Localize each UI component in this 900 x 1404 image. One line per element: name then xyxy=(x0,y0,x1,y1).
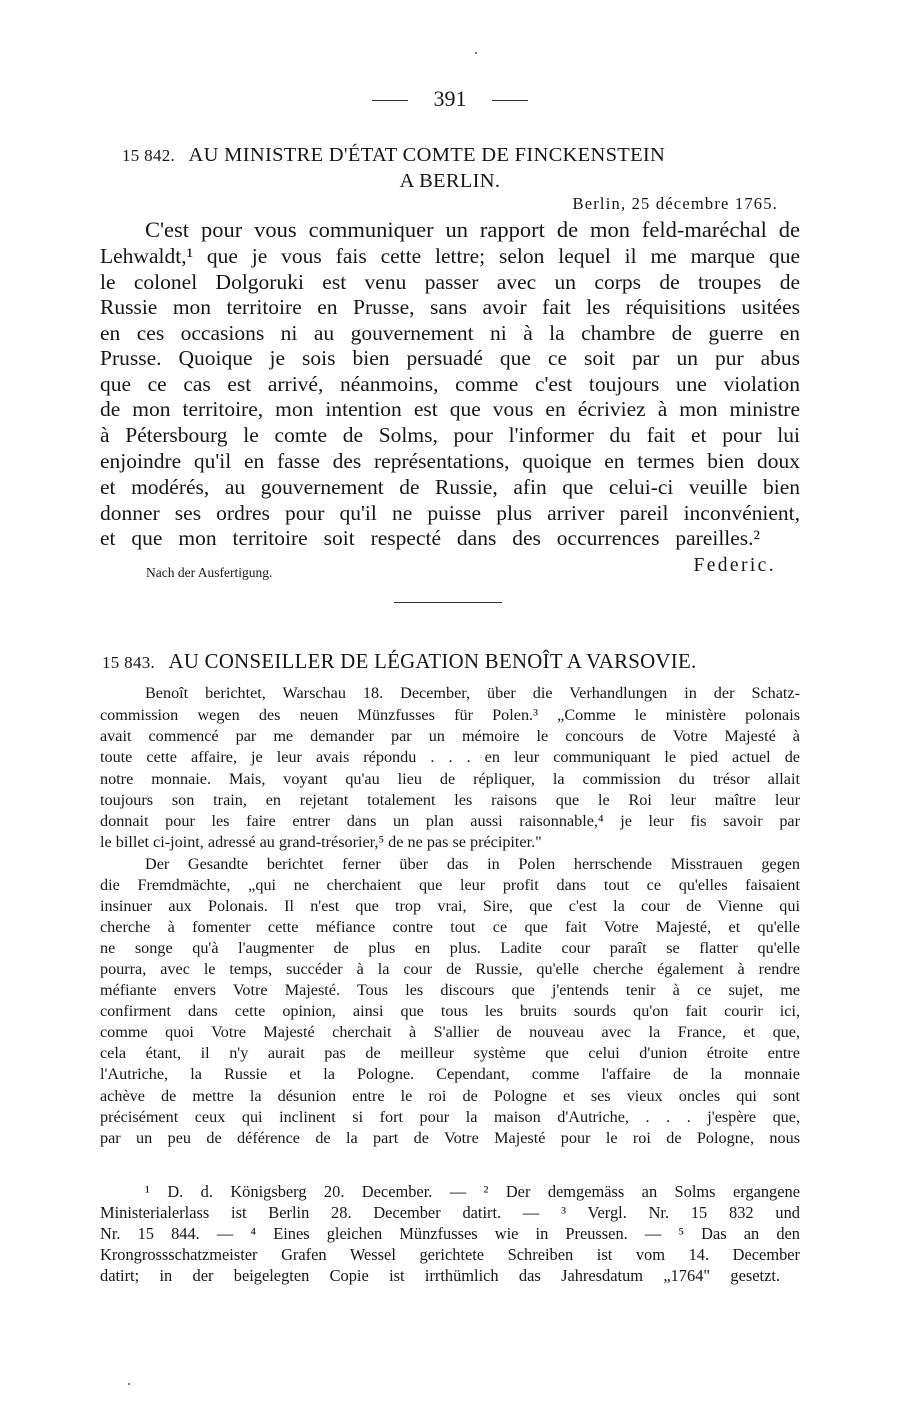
letter-1-line: à Pétersbourg le comte de Solms, pour l'informer du fait et pour lui xyxy=(100,423,800,447)
letter-2-heading xyxy=(102,650,802,674)
letter-2-line: comme quoi Votre Majesté cherchait à S'allier de nouveau avec la France, et que, xyxy=(100,1023,800,1041)
letter-1-line: de mon territoire, mon intention est que vous en écriviez à mon ministre xyxy=(100,397,800,421)
letter-2-line: ne songe qu'à l'augmenter de plus en plus. Ladite cour paraît se flatter qu'elle xyxy=(100,939,800,957)
letter-2-line: commission wegen des neuen Münzfusses für Polen.³ „Comme le ministère polonais xyxy=(100,706,800,724)
letter-2-title: AU CONSEILLER DE LÉGATION BENOÎT A VARSOVIE. xyxy=(168,650,697,673)
letter-1-number: 15 842. xyxy=(122,146,176,165)
footnote-line: ¹ D. d. Königsberg 20. December. — ² Der demgemäss an Solms ergangene xyxy=(145,1182,800,1201)
letter-2-line: méfiante envers Votre Majesté. Tous les discours que j'entends tenir à ce sujet, me xyxy=(100,981,800,999)
footnote-line: Krongrossschatzmeister Grafen Wessel gerichtete Schreiben ist vom 14. December xyxy=(100,1245,800,1264)
letter-2-line: pourra, avec le temps, succéder à la cour de Russie, qu'elle cherche également à rendre xyxy=(100,960,800,978)
footnote-line: Ministerialerlass ist Berlin 28. December datirt. — ³ Vergl. Nr. 15 832 und xyxy=(100,1203,800,1222)
letter-2-line: toujours son train, en rejetant totalement les raisons que le Roi leur maître leur xyxy=(100,791,800,809)
scan-speck xyxy=(128,1383,130,1385)
letter-2-line: Benoît berichtet, Warschau 18. December, über die Verhandlungen in der Schatz- xyxy=(145,684,800,702)
letter-2-line: die Fremdmächte, „qui ne cherchaient que leur profit dans tout ce qu'elles faisaient xyxy=(100,876,800,894)
letter-2-line: précisément ceux qui inclinent si fort pour la maison d'Autriche, . . . j'espère que, xyxy=(100,1108,800,1126)
letter-2-line: le billet ci-joint, adressé au grand-trésorier,⁵ de ne pas se précipiter." xyxy=(100,833,542,851)
letter-1-line: donner ses ordres pour qu'il ne puisse plus arriver pareil inconvénient, xyxy=(100,501,800,525)
letter-1-line: que ce cas est arrivé, néanmoins, comme c'est toujours une violation xyxy=(100,372,800,396)
letter-2-line: cherche à fomenter cette méfiance contre tout ce que fait Votre Majesté, et qu'elle xyxy=(100,918,800,936)
letter-1-heading xyxy=(122,144,782,167)
letter-1-title-line1: AU MINISTRE D'ÉTAT COMTE DE FINCKENSTEIN xyxy=(188,144,666,166)
letter-1-line: et modérés, au gouvernement de Russie, afin que celui-ci veuille bien xyxy=(100,475,800,499)
letter-1-line: Russie mon territoire en Prusse, sans avoir fait les réquisitions usitées xyxy=(100,295,800,319)
letter-2-line: avait commencé par me demander par un mémoire le concours de Votre Majesté à xyxy=(100,727,800,745)
letter-2-line: donnait pour les faire entrer dans un plan aussi raisonnable,⁴ je leur fis savoir par xyxy=(100,812,800,830)
scan-speck xyxy=(475,52,477,54)
letter-1-line: le colonel Dolgoruki est venu passer avec un corps de troupes de xyxy=(100,270,800,294)
footnote-line: Nr. 15 844. — ⁴ Eines gleichen Münzfusses wie in Preussen. — ⁵ Das an den xyxy=(100,1224,800,1243)
letter-2-line: Der Gesandte berichtet ferner über das in Polen herrschende Misstrauen gegen xyxy=(145,855,800,873)
letter-2-number: 15 843. xyxy=(102,653,156,672)
letter-1-line: C'est pour vous communiquer un rapport de mon feld-maréchal de xyxy=(145,217,800,242)
letter-1-line: Prusse. Quoique je sois bien persuadé que ce soit par un pur abus xyxy=(100,346,800,370)
section-divider xyxy=(394,602,502,603)
letter-2-line: toute cette affaire, je leur avais répondu . . . en leur communiquant le pied actuel de xyxy=(100,748,800,766)
letter-2-line: confirment dans cette opinion, ainsi que tous les bruits sourds qu'on fait courir ici, xyxy=(100,1002,800,1020)
letter-2-line: notre monnaie. Mais, voyant qu'au lieu de répliquer, la commission du trésor allait xyxy=(100,770,800,788)
header-rule-right xyxy=(492,100,528,101)
letter-2-line: cela étant, il n'y aurait pas de meilleur système que celui d'union étroite entre xyxy=(100,1044,800,1062)
letter-2-line: insinuer aux Polonais. Il n'est que trop vrai, Sire, que c'est la cour de Vienne qui xyxy=(100,897,800,915)
letter-2-line: l'Autriche, la Russie et la Pologne. Cependant, comme l'affaire de la monnaie xyxy=(100,1065,800,1083)
letter-1-line: enjoindre qu'il en fasse des représentations, quoique en termes bien doux xyxy=(100,449,800,473)
letter-1-line: Lehwaldt,¹ que je vous fais cette lettre; selon lequel il me marque que xyxy=(100,244,800,268)
page-number: 391 xyxy=(433,86,467,111)
letter-1-line: et que mon territoire soit respecté dans des occurrences pareilles.² xyxy=(100,526,760,550)
footnote-line: datirt; in der beigelegten Copie ist irrthümlich das Jahresdatum „1764" gesetzt. xyxy=(100,1266,780,1285)
letter-1-line: en ces occasions ni au gouvernement ni à la chambre de guerre en xyxy=(100,321,800,345)
source-note: Nach der Ausfertigung. xyxy=(146,565,273,580)
letter-2-line: achève de mettre la désunion entre le roi de Pologne et ses vieux oncles qui sont xyxy=(100,1087,800,1105)
header-rule-left xyxy=(372,100,408,101)
letter-1-dateline: Berlin, 25 décembre 1765. xyxy=(572,194,778,213)
letter-2-line: par un peu de déférence de la part de Votre Majesté pour le roi de Pologne, nous xyxy=(100,1129,800,1147)
letter-1-signature: Federic. xyxy=(693,555,776,576)
letter-1-title-line2: A BERLIN. xyxy=(399,170,501,192)
